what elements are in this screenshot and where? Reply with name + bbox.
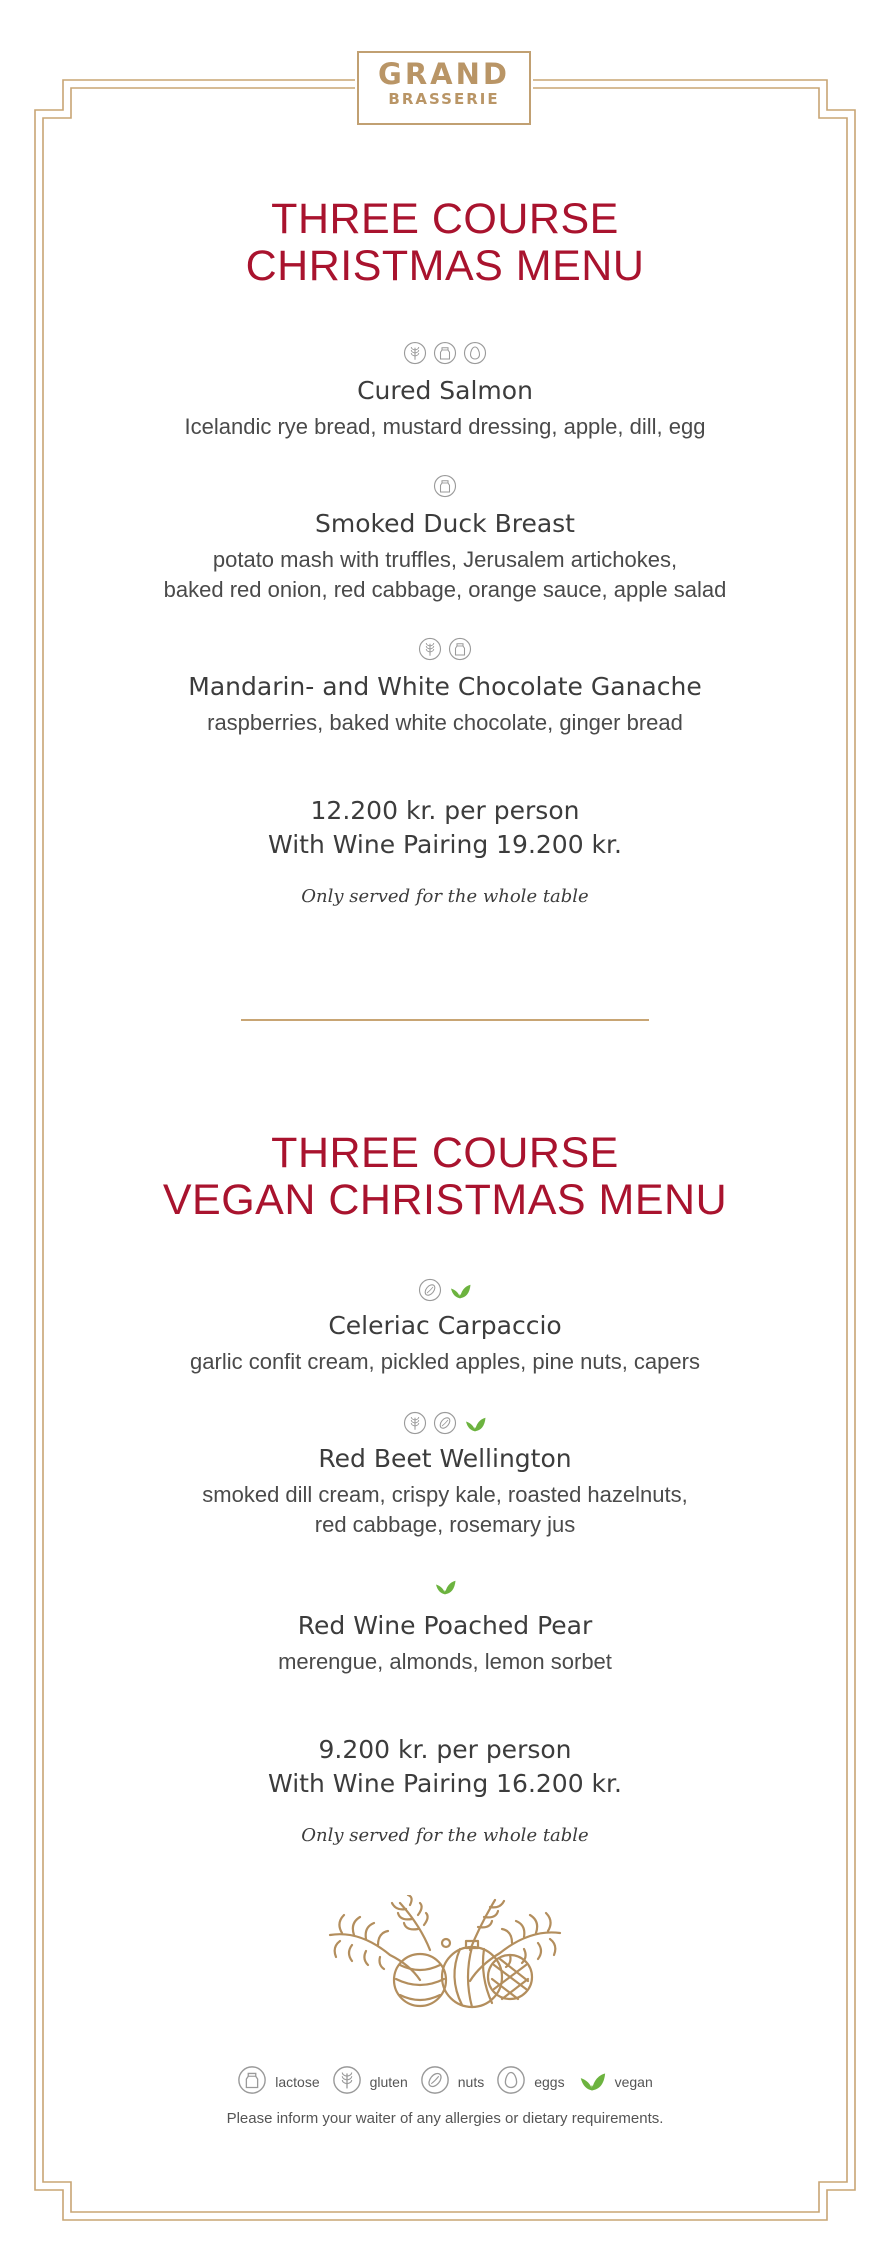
eggs-icon [463, 341, 487, 365]
lactose-icon [237, 2065, 267, 2095]
dish-description-line: Icelandic rye bread, mustard dressing, apple, dill, egg [184, 414, 706, 439]
legend-label: lactose [275, 2074, 320, 2090]
dish-description-line: raspberries, baked white chocolate, ginger bread [207, 710, 683, 735]
price-per-person: 9.200 kr. per person [318, 1735, 572, 1764]
price-per-person: 12.200 kr. per person [310, 796, 580, 825]
dish-description-line: smoked dill cream, crispy kale, roasted hazelnuts, [202, 1482, 688, 1507]
dish-name: Cured Salmon [357, 376, 533, 405]
gluten-icon [332, 2065, 362, 2099]
dish-name: Red Beet Wellington [318, 1444, 572, 1473]
brand-subname: BRASSERIE [388, 90, 500, 108]
menu-price [0, 794, 890, 862]
lactose-icon [448, 637, 472, 661]
section-divider [241, 1019, 649, 1021]
vegan-icon [448, 1278, 472, 1302]
dish-description-line: red cabbage, rosemary jus [314, 1512, 576, 1537]
dish-name: Mandarin- and White Chocolate Ganache [188, 672, 702, 701]
wine-pairing-price: With Wine Pairing 16.200 kr. [268, 1769, 622, 1798]
dish-name: Red Wine Poached Pear [297, 1611, 593, 1640]
legend-item-eggs [496, 2065, 564, 2099]
menu1-title-line1: THREE COURSE [271, 195, 619, 243]
eggs-icon [496, 2065, 526, 2095]
menu2-title [0, 1130, 890, 1224]
lactose-icon [237, 2065, 267, 2099]
allergen-legend [0, 2065, 890, 2099]
dish-description-line: baked red onion, red cabbage, orange sauce, apple salad [163, 577, 727, 602]
lactose-icon [433, 341, 457, 365]
legend-label: gluten [369, 2074, 408, 2090]
vegan-icon [577, 2065, 607, 2099]
brand-logo [357, 51, 531, 125]
legend-item-lactose [237, 2065, 319, 2099]
dish-description [0, 412, 890, 442]
course-allergen-icons [0, 1574, 890, 1598]
nuts-icon [420, 2065, 450, 2099]
gluten-icon [403, 1411, 427, 1435]
gluten-icon [332, 2065, 362, 2095]
nuts-icon [433, 1411, 457, 1435]
course-allergen-icons [0, 1278, 890, 1302]
nuts-icon [420, 2065, 450, 2095]
legend-label: eggs [534, 2074, 565, 2090]
serving-note: Only served for the whole table [301, 1825, 589, 1846]
dish-description [0, 708, 890, 738]
gluten-icon [403, 341, 427, 365]
dish-description [0, 1647, 890, 1677]
gluten-icon [418, 637, 442, 661]
allergy-footer-note: Please inform your waiter of any allergies or dietary requirements. [226, 2110, 664, 2127]
menu2-title-line2: VEGAN CHRISTMAS MENU [162, 1176, 728, 1224]
legend-item-vegan [577, 2065, 653, 2099]
legend-label: vegan [614, 2074, 653, 2090]
course-allergen-icons [0, 474, 890, 498]
christmas-ornament-icon [320, 1895, 570, 2015]
dish-description [0, 1347, 890, 1377]
legend-item-gluten [332, 2065, 408, 2099]
menu1-title-line2: CHRISTMAS MENU [245, 242, 645, 290]
nuts-icon [418, 1278, 442, 1302]
dish-name: Celeriac Carpaccio [328, 1311, 562, 1340]
course-allergen-icons [0, 637, 890, 661]
lactose-icon [433, 474, 457, 498]
dish-description-line: merengue, almonds, lemon sorbet [278, 1649, 612, 1674]
dish-description-line: potato mash with truffles, Jerusalem artichokes, [212, 547, 678, 572]
legend-item-nuts [420, 2065, 484, 2099]
vegan-icon [463, 1411, 487, 1435]
menu2-title-line1: THREE COURSE [271, 1129, 619, 1177]
dish-name: Smoked Duck Breast [315, 509, 575, 538]
dish-description-line: garlic confit cream, pickled apples, pine nuts, capers [190, 1349, 700, 1374]
brand-name: GRAND [378, 57, 510, 91]
vegan-icon [577, 2065, 607, 2095]
dish-description [0, 545, 890, 605]
menu1-title [0, 196, 890, 290]
dish-description [0, 1480, 890, 1540]
vegan-icon [433, 1574, 457, 1598]
legend-label: nuts [457, 2074, 485, 2090]
serving-note: Only served for the whole table [301, 886, 589, 907]
course-allergen-icons [0, 341, 890, 365]
course-allergen-icons [0, 1411, 890, 1435]
wine-pairing-price: With Wine Pairing 19.200 kr. [268, 830, 622, 859]
menu-price [0, 1733, 890, 1801]
eggs-icon [496, 2065, 526, 2099]
